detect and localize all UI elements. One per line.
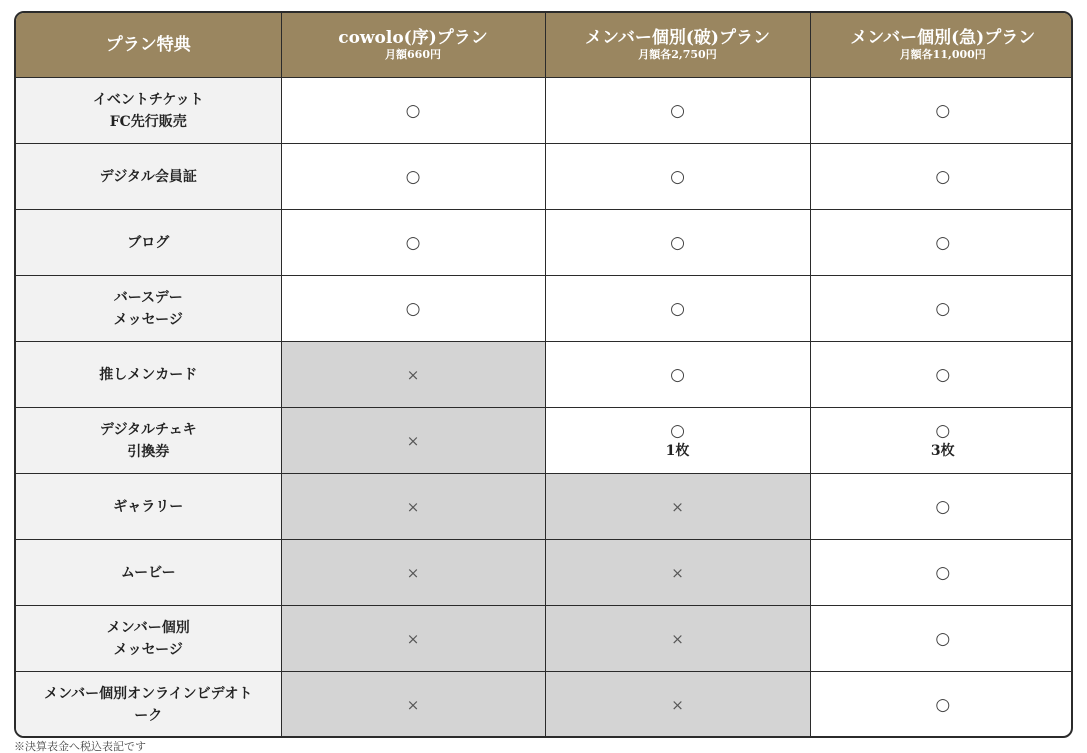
table-row (16, 540, 1073, 606)
cross-mark-icon: × (671, 695, 684, 714)
unavailable-cell (545, 606, 810, 672)
cross-mark-icon: × (406, 497, 420, 516)
unavailable-cell (281, 606, 545, 672)
feature-label: バースデー メッセージ (16, 276, 281, 342)
unavailable-cell (545, 672, 810, 738)
circle-mark-icon: ○ (935, 694, 951, 715)
available-cell (281, 210, 545, 276)
table-row (16, 144, 1073, 210)
header-price: 月額660円 (385, 48, 441, 61)
available-cell (545, 144, 810, 210)
unavailable-cell (281, 540, 545, 606)
header-cell-ha-plan (545, 13, 810, 78)
feature-label: イベントチケット FC先行販売 (16, 78, 281, 144)
footnote: ※決算表金へ税込表記です (14, 740, 146, 753)
available-cell (545, 78, 810, 144)
plan-table (16, 13, 1073, 737)
available-cell (810, 210, 1073, 276)
available-cell (810, 474, 1073, 540)
circle-mark-icon: ○ (405, 166, 421, 187)
circle-mark-icon: ○ (670, 100, 685, 121)
circle-mark-icon: ○ (935, 100, 951, 121)
circle-mark-icon: ○ (670, 166, 685, 187)
feature-label: デジタル会員証 (16, 144, 281, 210)
available-cell (545, 210, 810, 276)
available-cell (810, 540, 1073, 606)
available-cell (810, 408, 1073, 474)
cross-mark-icon: × (406, 695, 420, 714)
available-cell (810, 342, 1073, 408)
available-cell (281, 144, 545, 210)
circle-mark-icon: ○ (935, 496, 951, 517)
header-price: 月額各11,000円 (899, 48, 986, 61)
unavailable-cell (281, 408, 545, 474)
circle-mark-icon: ○ (935, 298, 951, 319)
available-cell (545, 408, 810, 474)
circle-mark-icon: ○ (935, 232, 951, 253)
table-body (16, 78, 1073, 738)
available-cell (281, 78, 545, 144)
cross-mark-icon: × (406, 629, 420, 648)
circle-mark-icon: ○ (405, 298, 421, 319)
circle-mark-icon: ○ (935, 628, 951, 649)
cross-mark-icon: × (671, 563, 684, 582)
feature-label: 推しメンカード (16, 342, 281, 408)
circle-mark-icon: ○ (670, 232, 685, 253)
header-cell-benefits (16, 13, 281, 78)
feature-label: メンバー個別オンラインビデオト ーク (16, 672, 281, 738)
circle-mark-icon: ○ (670, 364, 685, 385)
cross-mark-icon: × (406, 563, 420, 582)
feature-label: メンバー個別 メッセージ (16, 606, 281, 672)
table-row (16, 408, 1073, 474)
cell-note: 3枚 (930, 442, 955, 459)
unavailable-cell (281, 342, 545, 408)
header-title: メンバー個別(急)プラン (850, 28, 1036, 48)
table-row (16, 342, 1073, 408)
unavailable-cell (545, 474, 810, 540)
plan-comparison-table (14, 11, 1073, 738)
cross-mark-icon: × (406, 365, 420, 384)
circle-mark-icon: ○ (405, 232, 421, 253)
available-cell (810, 144, 1073, 210)
unavailable-cell (281, 672, 545, 738)
cross-mark-icon: × (406, 431, 420, 450)
available-cell (545, 276, 810, 342)
table-row (16, 474, 1073, 540)
cross-mark-icon: × (671, 497, 684, 516)
header-title: プラン特典 (105, 35, 191, 55)
header-row (16, 13, 1073, 78)
table-row (16, 672, 1073, 738)
circle-mark-icon: ○ (670, 420, 685, 441)
feature-label: ブログ (16, 210, 281, 276)
header-title: cowolo(序)プラン (338, 28, 488, 48)
header-price: 月額各2,750円 (638, 48, 717, 61)
table-row (16, 276, 1073, 342)
available-cell (810, 672, 1073, 738)
circle-mark-icon: ○ (405, 100, 421, 121)
available-cell (810, 606, 1073, 672)
table-row (16, 78, 1073, 144)
cross-mark-icon: × (671, 629, 684, 648)
circle-mark-icon: ○ (935, 166, 951, 187)
header-title: メンバー個別(破)プラン (585, 28, 770, 48)
circle-mark-icon: ○ (935, 364, 951, 385)
feature-label: ムービー (16, 540, 281, 606)
available-cell (810, 78, 1073, 144)
header-cell-kyu-plan (810, 13, 1073, 78)
circle-mark-icon: ○ (670, 298, 685, 319)
feature-label: デジタルチェキ 引換券 (16, 408, 281, 474)
circle-mark-icon: ○ (935, 562, 951, 583)
available-cell (281, 276, 545, 342)
table-row (16, 606, 1073, 672)
feature-label: ギャラリー (16, 474, 281, 540)
circle-mark-icon: ○ (935, 420, 951, 441)
cell-note: 1枚 (665, 442, 690, 459)
available-cell (810, 276, 1073, 342)
unavailable-cell (281, 474, 545, 540)
available-cell (545, 342, 810, 408)
table-row (16, 210, 1073, 276)
unavailable-cell (545, 540, 810, 606)
header-cell-jo-plan (281, 13, 545, 78)
